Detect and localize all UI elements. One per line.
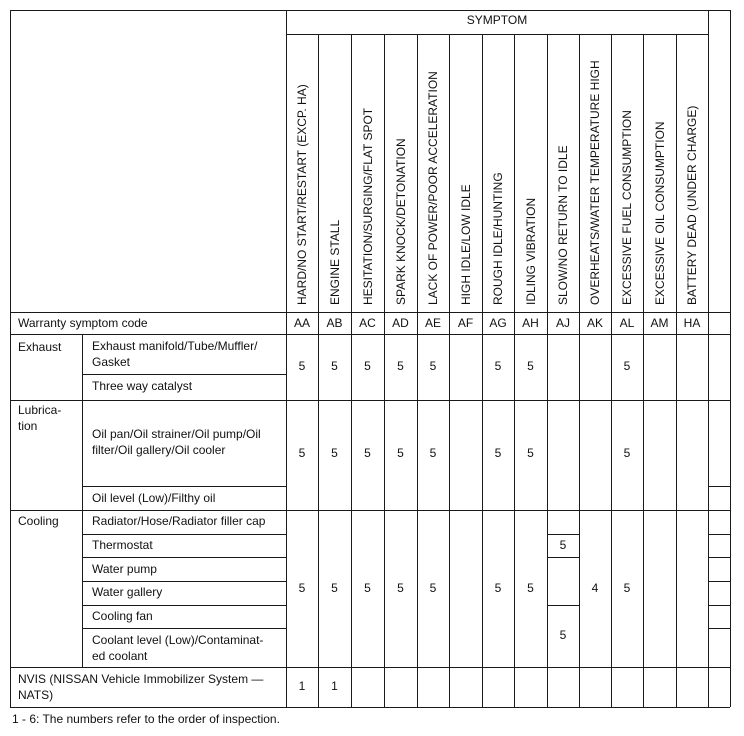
item-oil-level: Oil level (Low)/Filthy oil (92, 491, 216, 505)
col-divider-body (611, 334, 612, 707)
grid-hline (82, 557, 286, 558)
col-divider-body (351, 334, 352, 707)
value-exhaust-1: 5 (331, 359, 338, 373)
value-cooling-0: 5 (298, 581, 306, 595)
warranty-code-2: AC (359, 316, 376, 330)
frame-left (10, 10, 11, 707)
symptom-header-10: EXCESSIVE FUEL CONSUMPTION (620, 110, 634, 305)
value-lubrication-3: 5 (397, 446, 404, 460)
group-cooling: Cooling (18, 514, 59, 528)
item-coolant-level: Coolant level (Low)/Contaminat- ed coolant (92, 633, 264, 663)
col-divider-header (579, 34, 580, 334)
symptom-header-6: ROUGH IDLE/HUNTING (491, 172, 505, 305)
symptom-header-8: SLOW/NO RETURN TO IDLE (556, 145, 570, 305)
item-thermostat: Thermostat (92, 538, 153, 552)
value-cooling-7: 5 (527, 581, 534, 595)
warranty-symptom-code-label: Warranty symptom code (18, 316, 148, 330)
item-exhaust-manifold: Exhaust manifold/Tube/Muffler/ Gasket (92, 339, 258, 369)
col-divider-header (611, 34, 612, 334)
symptom-header-11: EXCESSIVE OIL CONSUMPTION (652, 121, 667, 305)
frame-bottom (10, 707, 730, 708)
col-divider-body (318, 334, 319, 707)
value-exhaust-7: 5 (527, 359, 534, 373)
col-divider-header (318, 34, 319, 334)
value-exhaust-2: 5 (364, 359, 371, 373)
symptom-header-12: BATTERY DEAD (UNDER CHARGE) (685, 105, 699, 305)
value-exhaust-6: 5 (494, 359, 502, 373)
value-nvis-1: 1 (331, 679, 338, 693)
col-divider-body (579, 334, 580, 707)
symptom-header-5: HIGH IDLE/LOW IDLE (458, 184, 473, 305)
col-divider-body (482, 334, 483, 707)
symptom-header-2: HESITATION/SURGING/FLAT SPOT (360, 107, 375, 305)
col-divider-header (514, 34, 515, 334)
value-cooling-6: 5 (494, 581, 502, 595)
warranty-code-6: AG (489, 316, 507, 330)
warranty-code-10: AL (619, 316, 635, 330)
col-divider-body (676, 334, 677, 707)
group-label-divider (82, 334, 83, 667)
value-exhaust-4: 5 (429, 359, 437, 373)
grid-hline (82, 605, 286, 606)
exhaust-bottom (10, 400, 730, 401)
value-cooling-10: 5 (623, 581, 631, 595)
warranty-code-3: AD (392, 316, 409, 330)
warranty-code-4: AE (424, 316, 441, 330)
cooling-bottom (10, 667, 730, 668)
value-lubrication-7: 5 (527, 446, 534, 460)
grid-hline (82, 374, 286, 375)
grid-hline (708, 581, 730, 582)
grid-hline (708, 534, 730, 535)
col-divider-body (417, 334, 418, 707)
grid-hline (82, 534, 286, 535)
value-nvis-0: 1 (298, 679, 306, 693)
grid-hline (708, 628, 730, 629)
warranty-row-bottom (10, 334, 730, 335)
symptom-header-0: HARD/NO START/RESTART (EXCP. HA) (295, 84, 309, 305)
grid-hline (82, 628, 286, 629)
value-aj-thermostat: 5 (559, 538, 567, 552)
item-water-gallery: Water gallery (92, 585, 163, 599)
value-exhaust-3: 5 (397, 359, 404, 373)
item-oil-pan: Oil pan/Oil strainer/Oil pump/Oil filter/Oil gallery/Oil cooler (92, 427, 261, 457)
item-three-way-catalyst: Three way catalyst (92, 379, 193, 393)
col-divider-header (351, 34, 352, 334)
group-nvis: NVIS (NISSAN Vehicle Immobilizer System — NATS) (18, 672, 264, 702)
footnote: 1 - 6: The numbers refer to the order of inspection. (12, 712, 280, 726)
symptom-header-1: ENGINE STALL (327, 219, 342, 305)
col-divider-header (384, 34, 385, 334)
symptom-header: SYMPTOM (466, 13, 528, 27)
warranty-code-11: AM (650, 316, 669, 330)
warranty-code-12: HA (683, 316, 701, 330)
value-lubrication-1: 5 (331, 446, 338, 460)
grid-hline (547, 557, 579, 558)
warranty-code-1: AB (326, 316, 343, 330)
matrix-right-edge (708, 10, 709, 707)
group-lubrication: Lubrica- tion (18, 403, 62, 433)
value-exhaust-10: 5 (623, 359, 631, 373)
symptom-header-4: LACK OF POWER/POOR ACCELERATION (426, 71, 440, 305)
item-water-pump: Water pump (92, 562, 157, 576)
symptom-header-7: IDLING VIBRATION (523, 197, 538, 305)
col-divider-body (547, 334, 548, 707)
value-lubrication-0: 5 (298, 446, 306, 460)
grid-hline (82, 581, 286, 582)
value-cooling-1: 5 (331, 581, 338, 595)
col-divider-body (643, 334, 644, 707)
item-cooling-fan: Cooling fan (92, 609, 153, 623)
warranty-code-8: AJ (555, 316, 570, 330)
value-lubrication-10: 5 (623, 446, 631, 460)
frame-top (10, 10, 730, 11)
item-radiator: Radiator/Hose/Radiator filler cap (92, 514, 266, 528)
value-lubrication-2: 5 (364, 446, 371, 460)
symptom-header-rule (286, 34, 708, 35)
col-divider-header (417, 34, 418, 334)
grid-hline (547, 534, 579, 535)
symptom-header-3: SPARK KNOCK/DETONATION (393, 138, 408, 305)
grid-hline (708, 557, 730, 558)
value-exhaust-0: 5 (298, 359, 306, 373)
value-aj-coolant: 5 (559, 628, 567, 642)
col-divider-header (643, 34, 644, 334)
value-cooling-3: 5 (397, 581, 404, 595)
symptom-header-9: OVERHEATS/WATER TEMPERATURE HIGH (588, 60, 602, 305)
col-divider-header (482, 34, 483, 334)
grid-hline (547, 605, 579, 606)
col-divider-body (384, 334, 385, 707)
grid-hline (708, 605, 730, 606)
col-divider-header (676, 34, 677, 334)
value-lubrication-4: 5 (429, 446, 437, 460)
col-divider-body (449, 334, 450, 707)
lubrication-bottom (10, 510, 730, 511)
grid-hline (82, 486, 286, 487)
value-lubrication-6: 5 (494, 446, 502, 460)
warranty-code-9: AK (586, 316, 603, 330)
warranty-code-5: AF (457, 316, 474, 330)
value-cooling-4: 5 (429, 581, 437, 595)
col-divider-header (547, 34, 548, 334)
matrix-left-edge (286, 10, 287, 707)
frame-right (730, 10, 731, 707)
warranty-code-0: AA (293, 316, 310, 330)
group-exhaust: Exhaust (18, 340, 62, 354)
warranty-code-7: AH (522, 316, 539, 330)
warranty-row-top (10, 312, 730, 313)
col-divider-header (449, 34, 450, 334)
value-cooling-2: 5 (364, 581, 371, 595)
col-divider-body (514, 334, 515, 707)
grid-hline (708, 486, 730, 487)
value-cooling-9: 4 (591, 581, 599, 595)
